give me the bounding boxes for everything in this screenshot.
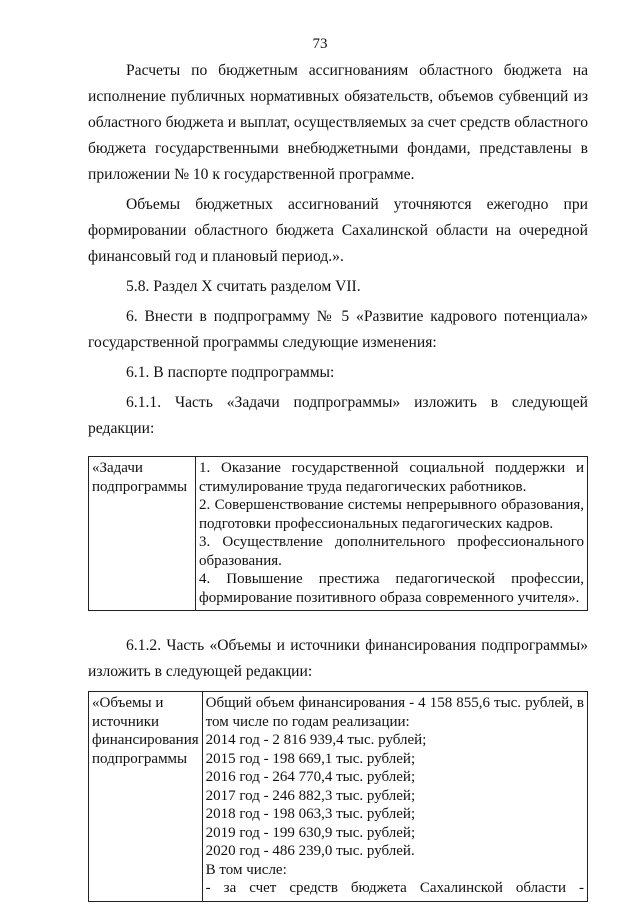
list-item: 2015 год - 198 669,1 тыс. рублей; [205, 750, 416, 767]
paragraph-budget-volumes: Объемы бюджетных ассигнований уточняются ежегодно при формировании областного бюджета Сахалинской области на очередной финансовый год и плановый период.». [88, 196, 588, 265]
list-item: 2020 год - 486 239,0 тыс. рублей. [205, 843, 415, 859]
financing-table-value [202, 692, 587, 902]
list-item: Общий объем финансирования - 4 158 855,6 тыс. рублей, в том числе по годам реализации: [205, 695, 584, 730]
financing-table-label: «Объемы и источники финансирования подпрограммы [89, 692, 203, 902]
document-body [88, 58, 588, 902]
list-item: 4. Повышение престижа педагогической профессии, формирование позитивного образа современного учителя». [199, 571, 584, 606]
page-number: 73 [312, 36, 328, 52]
list-item: 2019 год - 199 630,9 тыс. рублей; [205, 824, 416, 841]
list-item: - за счет средств бюджета Сахалинской области - [205, 880, 584, 896]
list-item: 2018 год - 198 063,3 тыс. рублей; [205, 806, 416, 822]
tasks-table [88, 456, 588, 611]
financing-table-wrapper [88, 691, 588, 902]
paragraph-subprogram-changes: 6. Внести в подпрограмму № 5 «Развитие кадрового потенциала» государственной программы следующие изменения: [88, 308, 588, 351]
financing-table [88, 691, 588, 902]
paragraph-tasks-intro: 6.1.1. Часть «Задачи подпрограммы» изложить в следующей редакции: [88, 394, 588, 437]
paragraph-passport: 6.1. В паспорте подпрограммы: [126, 364, 335, 381]
list-item: 3. Осуществление дополнительного профессионального образования. [199, 534, 584, 569]
tasks-table-label: «Задачи подпрограммы [89, 457, 196, 611]
paragraph-financing-intro: 6.1.2. Часть «Объемы и источники финансирования подпрограммы» изложить в следующей редакции: [88, 637, 588, 680]
tasks-table-wrapper [88, 456, 588, 611]
list-item: В том числе: [205, 861, 287, 878]
tasks-table-value [196, 457, 588, 611]
paragraph-budget-calculations: Расчеты по бюджетным ассигнованиям областного бюджета на исполнение публичных нормативных обязательств, объемов субвенций из областного бюджета и выплат, осуществляемых за счет средств областного бюджета государственными внебюджетными фондами, представлены в приложении № 10 к государственной программе. [88, 62, 588, 183]
list-item: 2017 год - 246 882,3 тыс. рублей; [205, 787, 416, 804]
list-item: 1. Оказание государственной социальной поддержки и стимулирование труда педагогических работников. [199, 460, 584, 495]
list-item: 2. Совершенствование системы непрерывного образования, подготовки профессиональных педагогических кадров. [199, 497, 584, 532]
list-item: 2014 год - 2 816 939,4 тыс. рублей; [205, 732, 427, 748]
table-row [89, 457, 588, 611]
list-item: 2016 год - 264 770,4 тыс. рублей; [205, 769, 416, 785]
table-row [89, 692, 588, 902]
paragraph-section-renumber: 5.8. Раздел X считать разделом VII. [126, 278, 361, 295]
